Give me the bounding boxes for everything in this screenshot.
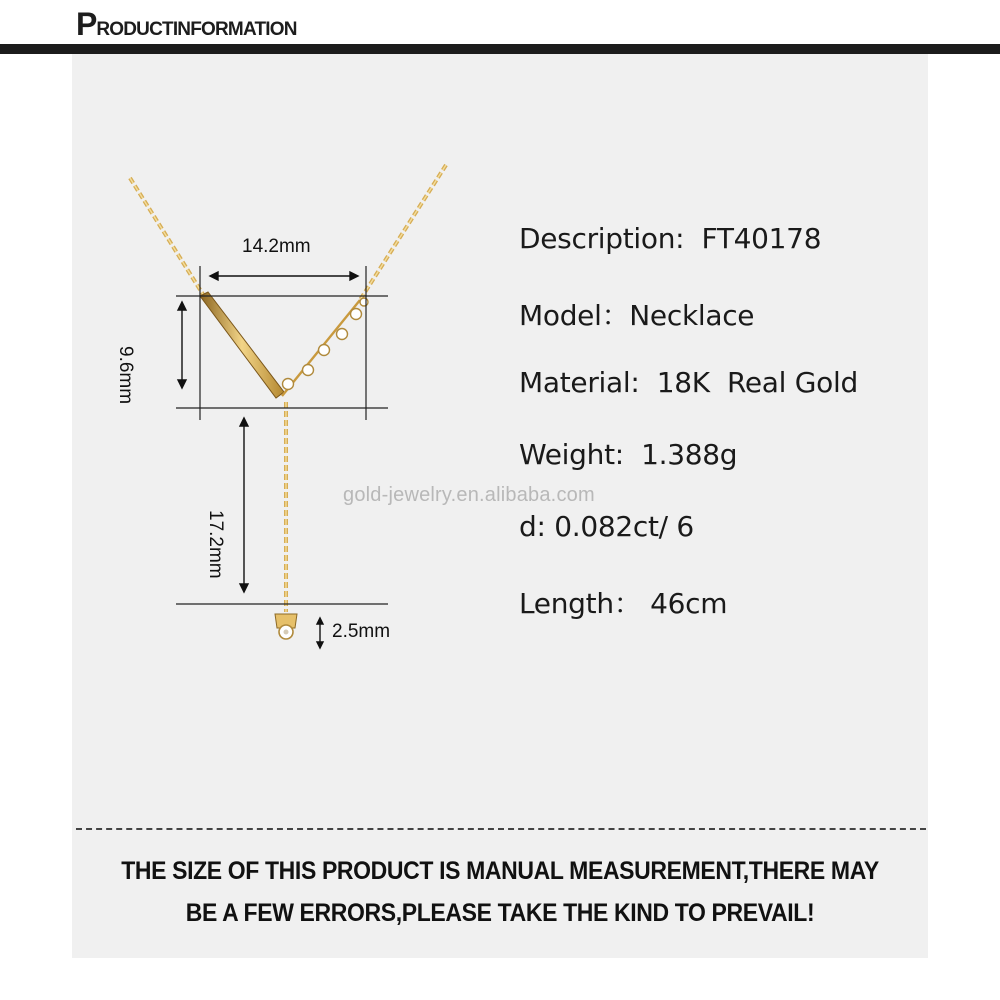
pendant-size-label: 2.5mm — [332, 621, 391, 642]
v-bar-pendant — [200, 292, 284, 398]
spec-label: Material: — [519, 366, 640, 399]
watermark-text: gold-jewelry.en.alibaba.com — [343, 484, 595, 506]
spec-description — [519, 222, 821, 255]
spec-diamond — [519, 510, 694, 543]
page-title-initial: P — [76, 6, 97, 42]
spec-material — [519, 366, 858, 399]
measurement-notice — [106, 850, 894, 934]
spec-value: Necklace — [629, 299, 755, 332]
spec-label: Length： — [519, 587, 642, 620]
spec-value: 0.082ct/ 6 — [554, 510, 694, 543]
spec-length — [519, 582, 727, 622]
spec-label: d: — [519, 510, 546, 543]
spec-label: Weight: — [519, 438, 624, 471]
spec-weight — [519, 438, 737, 471]
width-dimension-label: 14.2mm — [242, 236, 311, 257]
drop-length-label: 17.2mm — [205, 510, 226, 579]
height-dimension-label: 9.6mm — [115, 346, 136, 405]
stone-row — [282, 298, 368, 396]
spec-label: Model： — [519, 299, 630, 332]
dashed-divider — [76, 828, 926, 830]
drop-pendant — [275, 614, 297, 639]
spec-value: FT40178 — [701, 222, 822, 255]
page-title-rest: RODUCTINFORMATION — [96, 19, 297, 40]
spec-label: Description: — [519, 222, 685, 255]
dimension-arrows — [178, 272, 358, 648]
chain-left — [130, 178, 204, 296]
spec-value: 18K Real Gold — [656, 366, 858, 399]
spec-value: 46cm — [650, 587, 728, 620]
spec-value: 1.388g — [641, 438, 738, 471]
notice-line-2: BE A FEW ERRORS,PLEASE TAKE THE KIND TO PREVAIL! — [185, 899, 815, 927]
spec-model — [519, 294, 754, 334]
notice-line-1: THE SIZE OF THIS PRODUCT IS MANUAL MEASUREMENT,THERE MAY — [121, 857, 879, 885]
chain-right — [360, 165, 446, 300]
